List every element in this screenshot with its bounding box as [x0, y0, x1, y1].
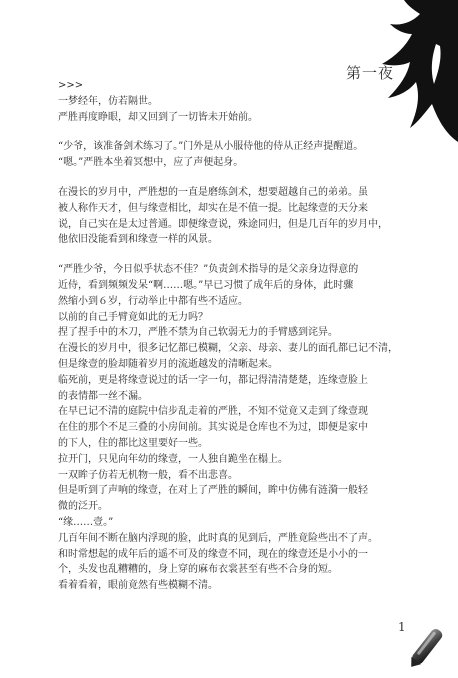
page-number: 1	[398, 620, 406, 634]
text-line: 被人称作天才，但与缘壹相比，却实在是不值一提。比起缘壹的天分来	[58, 202, 368, 214]
text-line: 的表情都一丝不漏。	[58, 390, 148, 402]
text-line: 严胜再度睁眼，却又回到了一切皆未开始前。	[58, 111, 258, 123]
text-line: 一双眸子仿若无机物一般，看不出悲喜。	[58, 469, 238, 481]
text-line: “嗯。”严胜本坐着冥想中，应了声便起身。	[58, 157, 244, 169]
text-line: 但是听到了声响的缘壹，在对上了严胜的瞬间，眸中仿佛有涟漪一般轻	[58, 485, 368, 497]
text-line: 近侍，看到频频发呆“啊……嗯。”早已习惯了成年后的身体，此时骤	[58, 279, 354, 291]
text-line: 在漫长的岁月中，很多记忆都已模糊，父亲、母亲、妻儿的面孔都已记不清，	[58, 343, 398, 355]
text-line: 但是缘壹的脸却随着岁月的流逝越发的清晰起来。	[58, 358, 278, 370]
text-line: “严胜少爷，今日似乎状态不佳？”负责剑术指导的是父亲身边得意的	[58, 264, 359, 276]
text-line: 看着看着，眼前竟然有些模糊不清。	[58, 580, 218, 592]
text-line: 的下人，住的都比这里要好一些。	[58, 437, 208, 449]
text-line: 和时常想起的成年后的遥不可及的缘壹不同，现在的缘壹还是小小的一	[58, 548, 368, 560]
text-line: 在漫长的岁月中，严胜想的一直是磨练剑术，想要超越自己的弟弟。虽	[58, 186, 368, 198]
paragraph-2	[58, 139, 420, 171]
text-line: 然缩小到６岁，行动举止中都有些不适应。	[58, 295, 248, 307]
paragraph-4	[58, 262, 420, 594]
text-line: 微的泛开。	[58, 501, 108, 513]
section-marker: >>>	[58, 80, 84, 91]
text-line: 捏了捏手中的木刀，严胜不禁为自己软弱无力的手臂感到诧异。	[58, 327, 338, 339]
paragraph-3	[58, 185, 420, 248]
paragraph-1	[58, 94, 420, 126]
body-text	[58, 78, 420, 594]
pen-icon	[406, 624, 446, 672]
text-line: “少爷，该准备剑术练习了。”门外是从小服侍他的侍从正经声提醒道。	[58, 141, 364, 153]
text-line: 在早已记不清的庭院中信步乱走着的严胜，不知不觉竟又走到了缘壹现	[58, 406, 368, 418]
text-line: 临死前，更是将缘壹说过的话一字一句，都记得清清楚楚，连缘壹脸上	[58, 374, 368, 386]
text-line: 说，自己实在是太过普通。即便缘壹说，殊途同归，但是几百年的岁月中，	[58, 218, 388, 230]
text-line: 拉开门，只见向年幼的缘壹，一人独自跪坐在榻上。	[58, 453, 288, 465]
chapter-title: 第一夜	[346, 64, 395, 82]
text-line: 以前的自己手臂竟如此的无力吗？	[58, 311, 208, 323]
text-line: 几百年间不断在脑内浮现的脸，此时真的见到后，严胜竟险些出不了声。	[58, 532, 378, 544]
text-line: 他依旧没能看到和缘壹一样的风景。	[58, 234, 218, 246]
text-line: 在住的那个不足三叠的小房间前。其实说是仓库也不为过，即便是家中	[58, 422, 368, 434]
text-line: “缘……壹。”	[58, 516, 114, 528]
text-line: 一梦经年，仿若隔世。	[58, 95, 158, 107]
text-line: 个，头发也乱糟糟的，身上穿的麻布衣裳甚至有些不合身的短。	[58, 564, 338, 576]
